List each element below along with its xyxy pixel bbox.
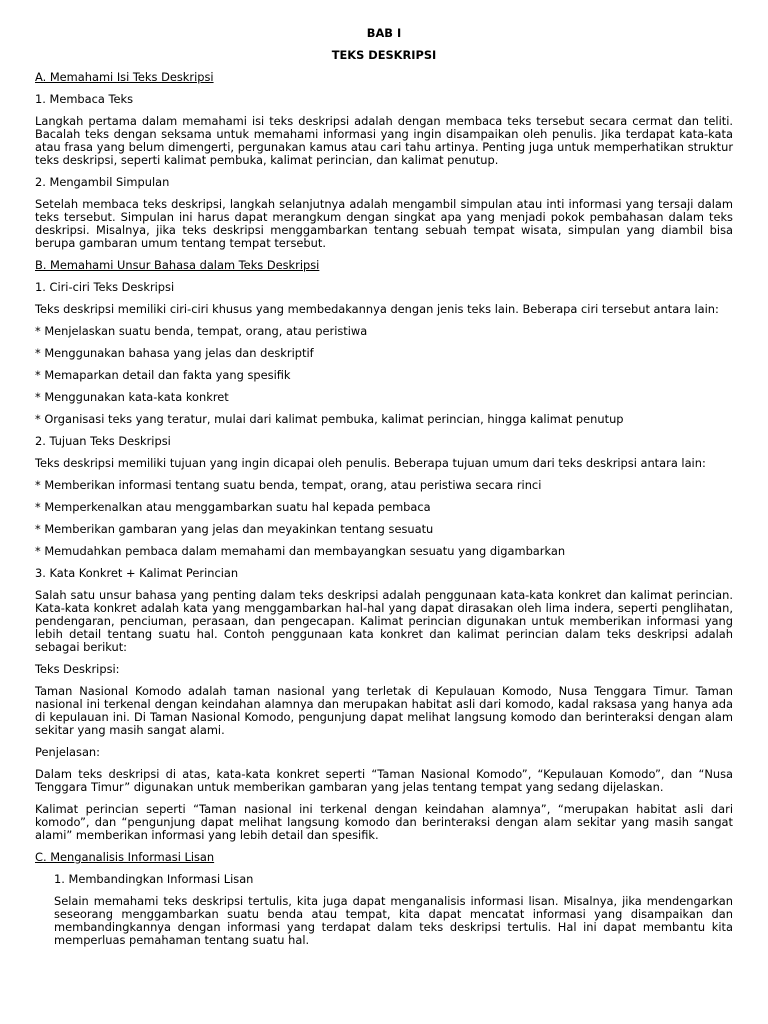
list-item: * Memberikan gambaran yang jelas dan meyakinkan tentang sesuatu [35,522,434,536]
list-item: * Memaparkan detail dan fakta yang spesifik [35,368,291,382]
subheading-kata-konkret: 3. Kata Konkret + Kalimat Perincian [35,566,239,580]
paragraph: Taman Nasional Komodo adalah taman nasional yang terletak di Kepulauan Komodo, Nusa Tenggara Timur. Taman nasional ini terkenal dengan keindahan alamnya dan merupakan habitat asli dari komodo, kadal raksasa yang hanya ada di kepulauan ini. Di Taman Nasional Komodo, pengunjung dapat melihat langsung komodo dan berinteraksi dengan alam sekitar yang masih sangat alami. [35,684,733,737]
section-b-heading: B. Memahami Unsur Bahasa dalam Teks Deskripsi [35,258,320,272]
list-item: * Menjelaskan suatu benda, tempat, orang, atau peristiwa [35,324,368,338]
list-item: * Menggunakan kata-kata konkret [35,390,229,404]
subheading-mengambil-simpulan: 2. Mengambil Simpulan [35,175,170,189]
subheading-membandingkan: 1. Membandingkan Informasi Lisan [54,872,254,886]
subheading-tujuan: 2. Tujuan Teks Deskripsi [35,434,171,448]
paragraph: Kalimat perincian seperti “Taman nasional ini terkenal dengan keindahan alamnya”, “merupakan habitat asli dari komodo”, dan “pengunjung dapat melihat langsung komodo dan berinteraksi dengan alam sekitar yang masih sangat alami” memberikan informasi yang lebih detail dan spesifik. [35,802,733,842]
paragraph: Teks deskripsi memiliki tujuan yang ingin dicapai oleh penulis. Beberapa tujuan umum dari teks deskripsi antara lain: [35,456,706,470]
paragraph: Langkah pertama dalam memahami isi teks deskripsi adalah dengan membaca teks tersebut secara cermat dan teliti. Bacalah teks dengan seksama untuk memahami informasi yang ingin disampaikan oleh penulis. Jika terdapat kata-kata atau frasa yang belum dimengerti, pergunakan kamus atau cari tahu artinya. Penting juga untuk memperhatikan struktur teks deskripsi, seperti kalimat pembuka, kalimat perincian, dan kalimat penutup. [35,114,733,167]
chapter-label: BAB I [366,26,402,40]
section-a-heading: A. Memahami Isi Teks Deskripsi [35,70,214,84]
paragraph: Dalam teks deskripsi di atas, kata-kata konkret seperti “Taman Nasional Komodo”, “Kepulauan Komodo”, dan “Nusa Tenggara Timur” digunakan untuk memberikan gambaran yang jelas tentang tempat yang sedang dijelaskan. [35,767,733,794]
list-item: * Memudahkan pembaca dalam memahami dan membayangkan sesuatu yang digambarkan [35,544,566,558]
document-title: TEKS DESKRIPSI [331,48,437,62]
list-item: * Memperkenalkan atau menggambarkan suatu hal kepada pembaca [35,500,431,514]
paragraph: Selain memahami teks deskripsi tertulis, kita juga dapat menganalisis informasi lisan. Misalnya, jika mendengarkan seseorang menggambarkan suatu benda atau tempat, kita dapat mencatat informasi yang disampaikan dan membandingkannya dengan informasi yang terdapat dalam teks deskripsi tertulis. Hal ini dapat membantu kita memperluas pemahaman tentang suatu hal. [54,894,733,947]
list-item: * Organisasi teks yang teratur, mulai dari kalimat pembuka, kalimat perincian, hingga kalimat penutup [35,412,624,426]
subheading-ciri-ciri: 1. Ciri-ciri Teks Deskripsi [35,280,175,294]
paragraph: Teks deskripsi memiliki ciri-ciri khusus yang membedakannya dengan jenis teks lain. Beberapa ciri tersebut antara lain: [35,302,719,316]
paragraph: Setelah membaca teks deskripsi, langkah selanjutnya adalah mengambil simpulan atau inti informasi yang tersaji dalam teks tersebut. Simpulan ini harus dapat merangkum dengan singkat apa yang menjadi pokok pembahasan dalam teks deskripsi. Misalnya, jika teks deskripsi menggambarkan tentang sebuah tempat wisata, simpulan yang diambil bisa berupa gambaran umum tentang tempat tersebut. [35,197,733,250]
label-penjelasan: Penjelasan: [35,745,100,759]
list-item: * Menggunakan bahasa yang jelas dan deskriptif [35,346,314,360]
subheading-membaca-teks: 1. Membaca Teks [35,92,134,106]
label-teks-deskripsi: Teks Deskripsi: [35,662,120,676]
paragraph: Salah satu unsur bahasa yang penting dalam teks deskripsi adalah penggunaan kata-kata konkret dan kalimat perincian. Kata-kata konkret adalah kata yang menggambarkan hal-hal yang dapat dirasakan oleh lima indera, seperti penglihatan, pendengaran, penciuman, perasaan, dan pengecapan. Kalimat perincian digunakan untuk memberikan informasi yang lebih detail tentang suatu hal. Contoh penggunaan kata konkret dan kalimat perincian dalam teks deskripsi adalah sebagai berikut: [35,588,733,654]
list-item: * Memberikan informasi tentang suatu benda, tempat, orang, atau peristiwa secara rinci [35,478,542,492]
section-c-heading: C. Menganalisis Informasi Lisan [35,850,215,864]
